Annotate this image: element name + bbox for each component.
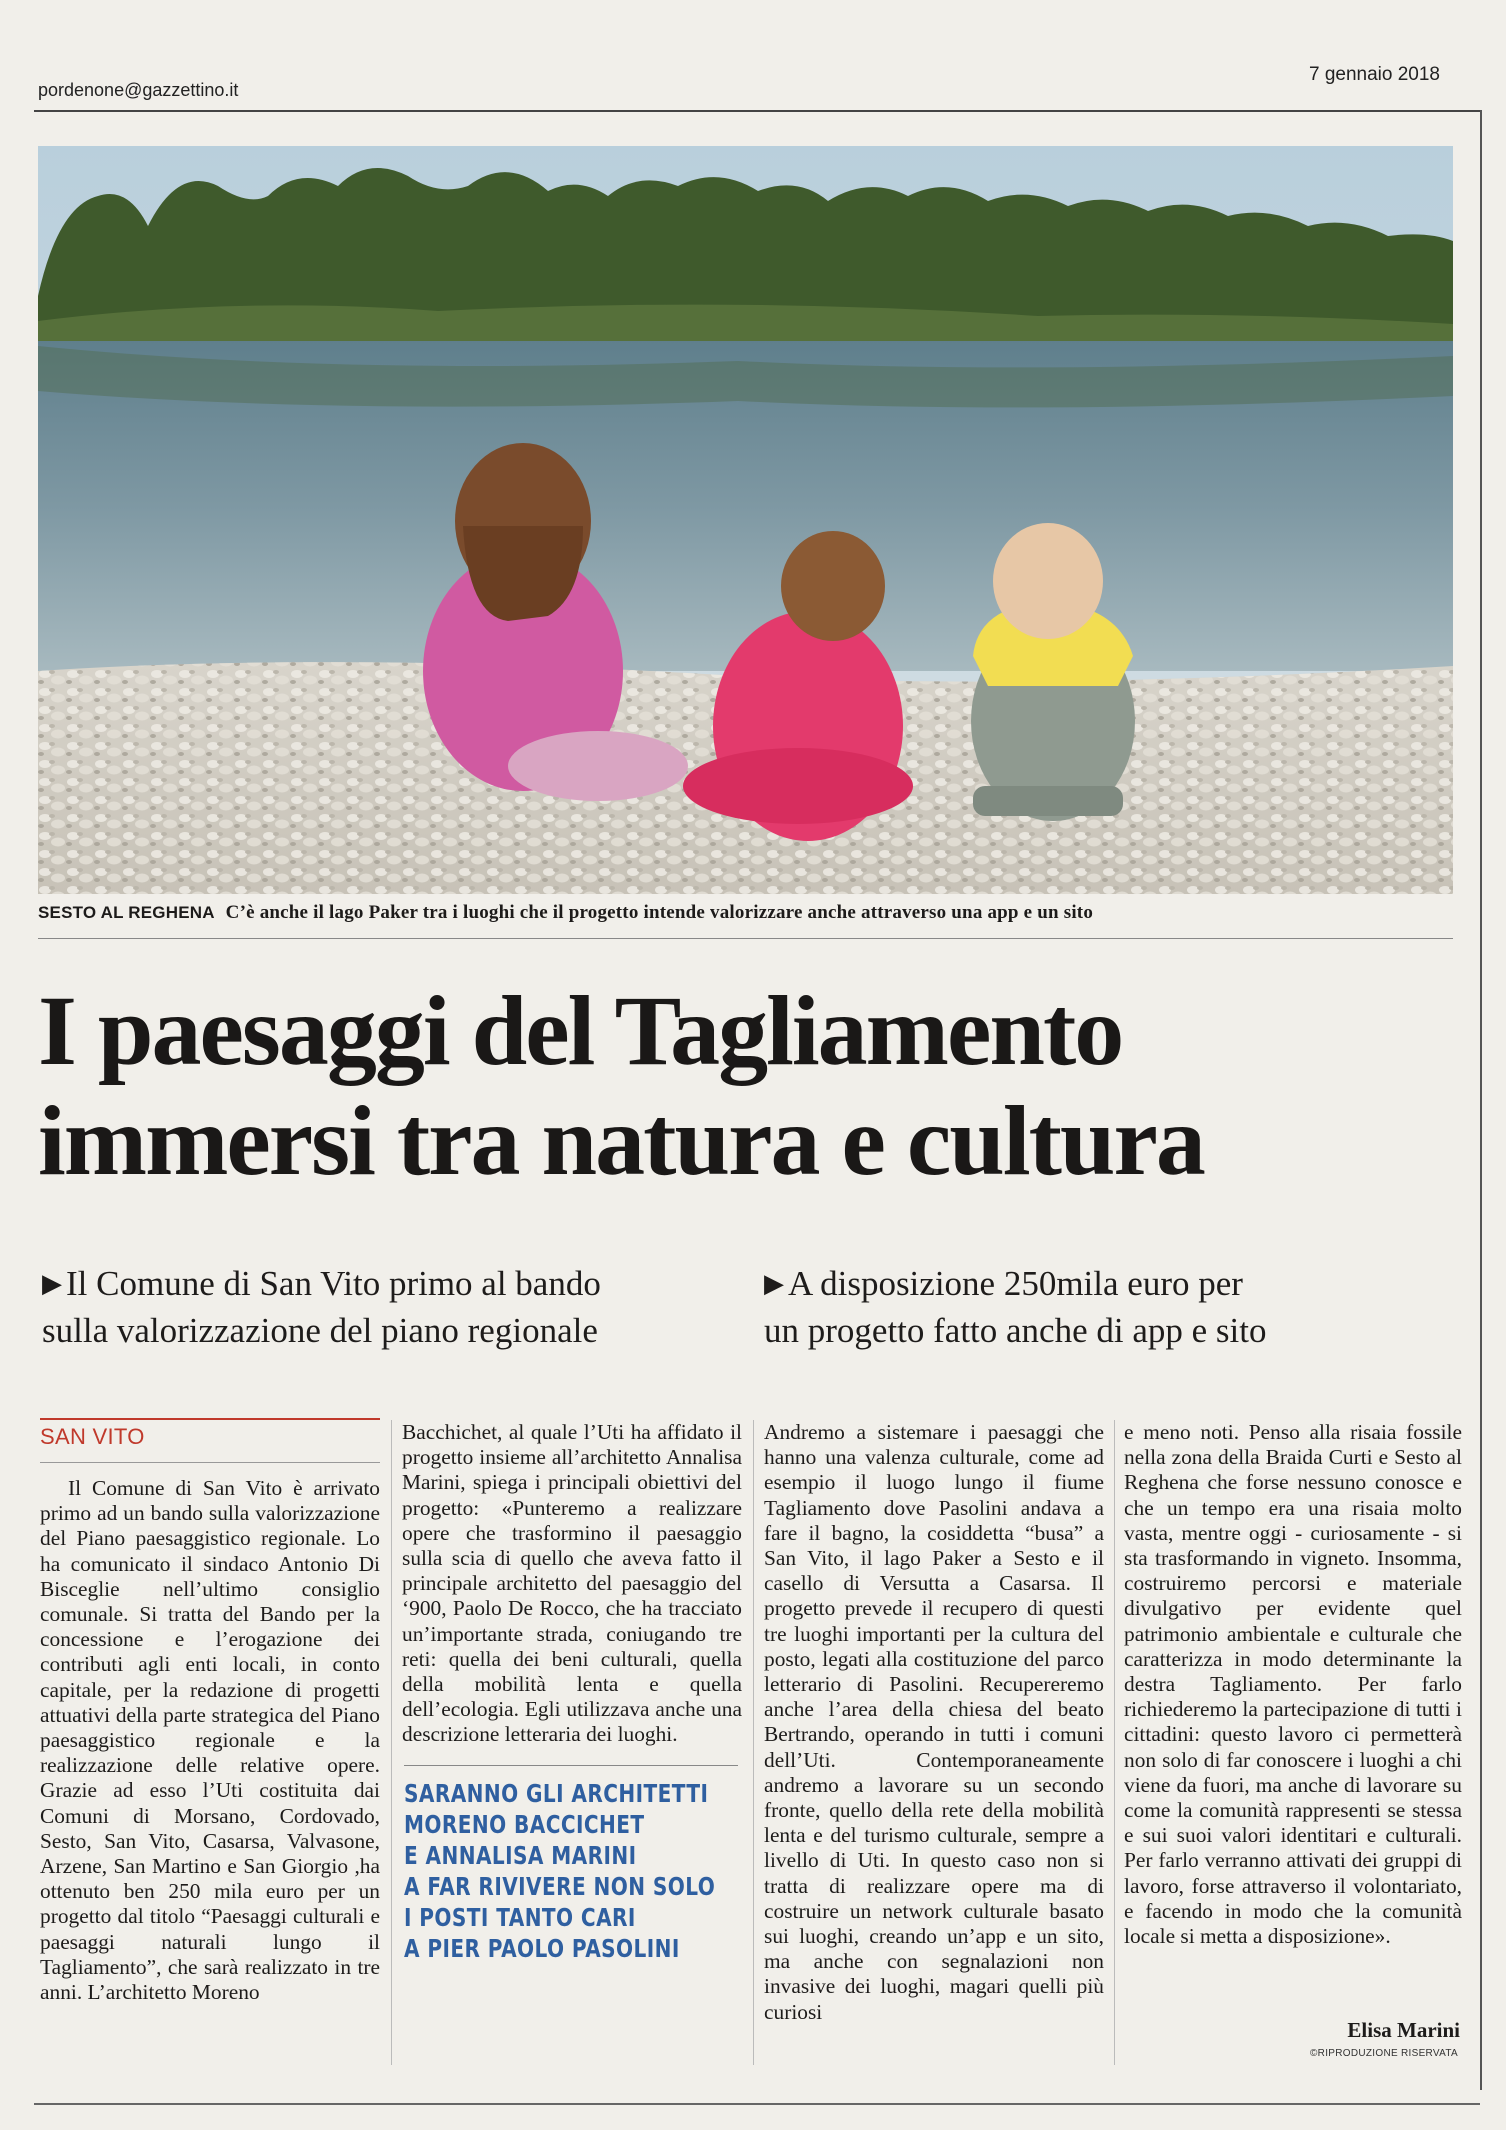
triangle-bullet-icon: ▶: [764, 1269, 784, 1298]
caption-text: C’è anche il lago Paker tra i luoghi che il progetto intende valorizzare anche attraverso una app e un sito: [225, 902, 1094, 923]
section-label: SAN VITO: [40, 1424, 145, 1449]
section-rule-bottom: [40, 1462, 380, 1463]
rights-notice: ©RIPRODUZIONE RISERVATA: [1310, 2048, 1458, 2059]
lake-photo: [38, 146, 1453, 894]
quote-rule: [404, 1765, 738, 1766]
pull-quote-line: A FAR RIVIVERE NON SOLO: [404, 1872, 716, 1901]
pull-quote-line: I POSTI TANTO CARI: [404, 1903, 636, 1932]
column-divider: [753, 1420, 754, 2065]
header-rule: [34, 110, 1480, 112]
subhead-right: [764, 1262, 1267, 1353]
subhead-left: [42, 1262, 601, 1353]
footer-rule: [34, 2103, 1480, 2105]
subhead-left-line-2: sulla valorizzazione del piano regionale: [42, 1311, 598, 1350]
header-date: 7 gennaio 2018: [1308, 64, 1440, 85]
pull-quote-line: MORENO BACCICHET: [404, 1810, 645, 1839]
caption-rule: [38, 938, 1453, 939]
article-column-1: Il Comune di San Vito è arrivato primo ad un bando sulla valorizzazione del Piano paesaggistico regionale. Lo ha comunicato il sindaco Antonio Di Bisceglie nell’ultimo consiglio comunale. Si tratta del Bando per la concessione e l’erogazione dei contributi agli enti locali, in conto capitale, per la redazione di progetti attuativi della parte strategica del Piano paesaggistico regionale e la realizzazione delle relative opere. Grazie ad esso l’Uti costituita dai Comuni di Morsano, Cordovado, Sesto, San Vito, Casarsa, Valvasone, Arzene, San Martino e San Giorgio ,ha ottenuto ben 250 mila euro per un progetto dal titolo “Paesaggi culturali e paesaggi naturali lungo il Tagliamento”, che sarà realizzato in tre anni. L’architetto Moreno: [40, 1476, 380, 2005]
headline: [38, 976, 1478, 1196]
triangle-bullet-icon: ▶: [42, 1269, 62, 1298]
author-byline: Elisa Marini: [1347, 2018, 1460, 2042]
headline-line-2: immersi tra natura e cultura: [38, 1085, 1204, 1196]
caption-location: SESTO AL REGHENA: [38, 903, 215, 922]
article-column-3: Andremo a sistemare i paesaggi che hanno una valenza culturale, come ad esempio il luogo lungo il fiume Tagliamento dove Pasolini andava a fare il bagno, la cosiddetta “busa” a San Vito, il lago Paker a Sesto e il casello di Versutta a Casarsa. Il progetto prevede il recupero di questi tre luoghi importanti per la cultura del posto, legati alla costituzione del parco letterario di Pasolini. Recupereremo anche l’area della chiesa del beato Bertrando, operando in tutti i comuni dell’Uti. Contemporaneamente andremo a lavorare su un secondo fronte, quello della rete della mobilità lenta e del turismo culturale, sempre a livello di Uti. In questo caso non si tratta di realizzare opere ma di costruire un network culturale basato sui luoghi, creando un’app e un sito, ma anche con segnalazioni non invasive dei luoghi, magari quelli più curiosi: [764, 1420, 1104, 2024]
article-column-4: e meno noti. Penso alla risaia fossile nella zona della Braida Curti e Sesto al Reghena che forse nessuno conosce e che un tempo era una risaia molto vasta, mentre oggi - curiosamente - si sta trasformando in vigneto. Insomma, costruiremo percorsi e materiale divulgativo per evidente quel patrimonio ambientale e culturale che caratterizza in modo determinante la destra Tagliamento. Per farlo richiederemo la partecipazione di tutti i cittadini: questo lavoro ci permetterà non solo di far conoscere i luoghi a chi viene da fuori, ma anche di lavorare su come la comunità rappresenti se stessa e sui suoi valori identitari e culturali. Per farlo verranno attivati dei gruppi di lavoro, forse attraverso il volontariato, e facendo in modo che la comunità locale si metta a disposizione».: [1124, 1420, 1462, 1949]
pull-quote-line: E ANNALISA MARINI: [404, 1841, 637, 1870]
subhead-left-line-1: Il Comune di San Vito primo al bando: [66, 1264, 601, 1303]
subhead-right-line-1: A disposizione 250mila euro per: [788, 1264, 1243, 1303]
header-email: pordenone@gazzettino.it: [38, 80, 239, 100]
subhead-right-line-2: un progetto fatto anche di app e sito: [764, 1311, 1267, 1350]
article-column-2: Bacchichet, al quale l’Uti ha affidato il progetto insieme all’architetto Annalisa Marini, spiega i principali obiettivi del progetto: «Punteremo a realizzare opere che trasformino il paesaggio sulla scia di quello che aveva fatto il principale architetto del paesaggio del ‘900, Paolo De Rocco, che ha tracciato un’importante strada, coniugando tre reti: quella dei beni culturali, quella della mobilità lenta e quella dell’ecologia. Egli utilizzava anche una descrizione letteraria dei luoghi.: [402, 1420, 742, 1747]
column-divider: [1114, 1420, 1115, 2065]
pull-quote-line: SARANNO GLI ARCHITETTI: [404, 1779, 709, 1808]
pull-quote-line: A PIER PAOLO PASOLINI: [404, 1934, 680, 1963]
photo-caption: [38, 902, 1453, 924]
right-border-rule: [1480, 110, 1482, 2090]
lake-photo-illustration: [38, 146, 1453, 894]
pull-quote: [404, 1778, 716, 1964]
section-rule-top: [40, 1418, 380, 1420]
headline-line-1: I paesaggi del Tagliamento: [38, 975, 1123, 1086]
column-divider: [391, 1420, 392, 2065]
